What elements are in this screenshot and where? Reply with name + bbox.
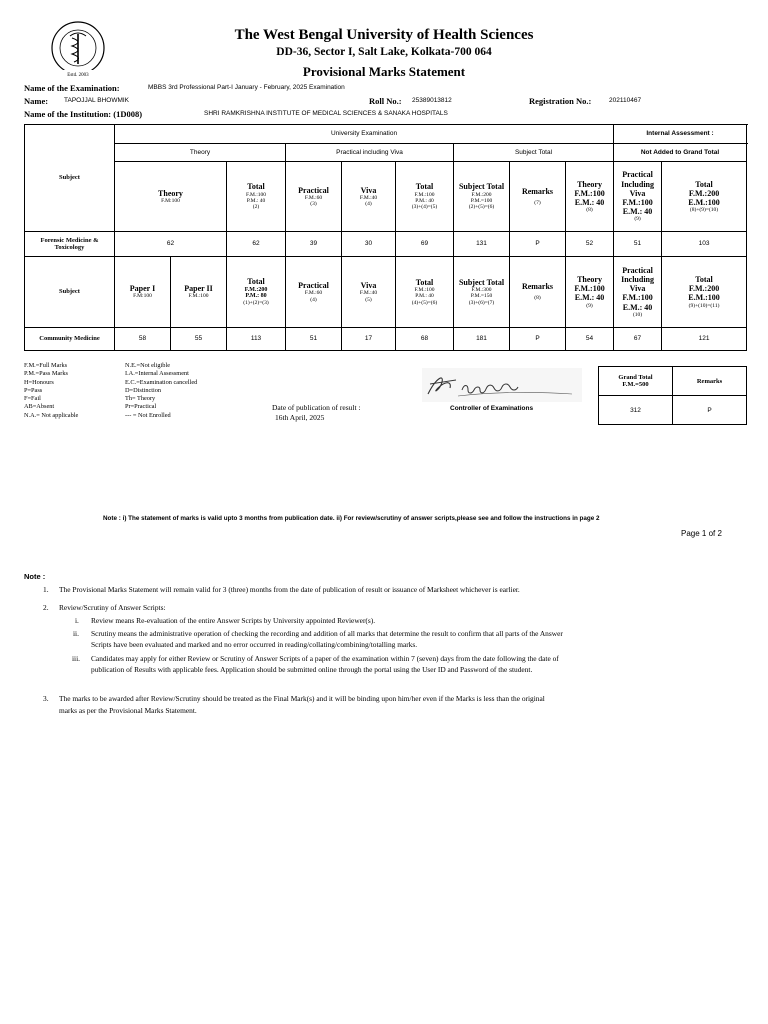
legend-item: E.C.=Examination cancelled [125,378,198,386]
grand-total-remarks-header: Remarks [673,367,747,396]
practical-mark: 51 [286,328,342,351]
remarks-value: P [510,328,566,351]
note-3-number: 3. [43,694,49,703]
note-1-number: 1. [43,585,49,594]
practical-total-mark: 69 [396,232,454,257]
table-row [25,328,747,351]
note-2-ii-text-1: Scrutiny means the administrative operation of checking the recording and addition of all marks that determine the result to confirm that all parts of the Answer [91,629,563,638]
university-exam-header: University Examination [115,125,614,144]
paper1-col-header: Paper I F.M:100 [115,257,171,328]
logo-estd-text: Estd. 2003 [67,73,89,78]
note-2-ii-text-2: Scripts have been evaluated and marked and no error occurred in reading/collating/combining/totalling marks. [91,640,418,649]
legend-item: F.M.=Full Marks [24,362,68,369]
legend-item: Pr=Practical [125,403,157,411]
legend-item: P.M.=Pass Marks [24,370,68,378]
name-label: Name: [24,96,49,106]
internal-assessment-header: Internal Assessment : [614,125,747,144]
subject-total-col-header-2: Subject Total F.M.:300 P.M.=150 (3)+(6)=(7) [454,257,510,328]
marks-table [24,124,747,351]
roll-value: 25389013812 [412,97,452,104]
paper1-mark: 58 [115,328,171,351]
legend-item: --- = Not Enrolled [125,411,171,419]
legend-item: D=Distinction [125,386,162,394]
practical-total-col-header-2: Total F.M.:100 P.M.: 40 (4)+(5)=(6) [396,257,454,328]
theory-total-mark: 113 [227,328,286,351]
legend-item: I.A.=Internal Assessment [125,370,189,378]
viva-col-header: Viva F.M.:40 (4) [342,162,396,232]
subject-header-2: Subject [25,257,115,328]
subject-header: Subject [25,125,115,232]
practical-mark: 39 [286,232,342,257]
note-2-iii-text-2: publication of Results with applicable fees. Application should be submitted online through the portal using the User ID and Password of the student. [91,665,533,674]
name-value: TAPOJJAL BHOWMIK [64,97,130,104]
subject-total-col-header: Subject Total F.M.:200 P.M.=100 (2)+(5)=(6) [454,162,510,232]
theory-total-col-header-2: Total F.M.:200 P.M.: 80 (1)+(2)=(3) [227,257,286,328]
note-2-iii-number: iii. [72,654,81,663]
practical-total-col-header: Total F.M.:100 P.M.: 40 (3)+(4)=(5) [396,162,454,232]
ia-theory-col-header-2: Theory F.M.:100 E.M.: 40 (9) [566,257,614,328]
ia-theory-mark: 52 [566,232,614,257]
note-3-text-1: The marks to be awarded after Review/Scrutiny should be treated as the Final Mark(s) and it will be binding upon him/her even if the Marks is less than the original [59,694,545,703]
note-2-text: Review/Scrutiny of Answer Scripts: [59,603,166,612]
practical-col-header: Practical F.M.:60 (3) [286,162,342,232]
ia-total-col-header: Total F.M.:200 E.M.:100 (8)+(9)=(10) [662,162,747,232]
grand-total-table [598,366,747,425]
registration-value: 202110467 [609,97,642,104]
viva-mark: 30 [342,232,396,257]
theory-total-col-header: Total F.M.:100 P.M.: 40 (2) [227,162,286,232]
table-row [25,232,747,257]
roll-label: Roll No.: [369,96,402,106]
remarks-value: P [510,232,566,257]
grand-total-header: Grand Total F.M.=500 [599,367,673,396]
ia-total-mark: 103 [662,232,747,257]
legend-column-2 [125,362,197,420]
note-3-text-2: marks as per the Provisional Marks Statement. [59,706,197,715]
practical-viva-group-header: Practical including Viva [286,144,454,162]
institution-value: SHRI RAMKRISHNA INSTITUTE OF MEDICAL SCIENCES & SANAKA HOSPITALS [204,110,448,117]
subject-name: Community Medicine [25,328,115,351]
theory-col-header: Theory F.M:100 [115,162,227,232]
ia-practical-mark: 67 [614,328,662,351]
theory-group-header: Theory [115,144,286,162]
notes-heading: Note : [24,572,46,581]
legend-item: N.E.=Not eligible [125,362,170,369]
validity-note: Note : i) The statement of marks is valid upto 3 months from publication date. ii) For review/scrutiny of answer scripts,please see and follow the instructions in page 2 [103,515,600,522]
ia-theory-mark: 54 [566,328,614,351]
page-number: Page 1 of 2 [681,529,722,538]
ia-theory-col-header: Theory F.M.:100 E.M.: 40 (8) [566,162,614,232]
university-address: DD-36, Sector I, Salt Lake, Kolkata-700 064 [276,46,492,58]
note-2-i-number: i. [75,616,79,625]
ia-practical-mark: 51 [614,232,662,257]
controller-signature [422,368,582,402]
viva-mark: 17 [342,328,396,351]
exam-label: Name of the Examination: [24,83,120,93]
note-2-iii-text-1: Candidates may apply for either Review or Scrutiny of Answer Scripts of a paper of the examination within 7 (seven) days from the date following the date of [91,654,559,663]
note-1-text: The Provisional Marks Statement will remain valid for 3 (three) months from the date of publication of result or issuance of Marksheet whichever is earlier. [59,585,520,594]
note-2-i-text: Review means Re-evaluation of the entire Answer Scripts by University appointed Reviewer(s). [91,616,376,625]
theory-mark: 62 [115,232,227,257]
legend-item: P=Pass [24,386,43,394]
practical-total-mark: 68 [396,328,454,351]
paper2-mark: 55 [171,328,227,351]
university-name: The West Bengal University of Health Sciences [234,27,534,43]
remarks-col-header-2: Remarks (8) [510,257,566,328]
ia-total-col-header-2: Total F.M.:200 E.M.:100 (9)+(10)=(11) [662,257,747,328]
subject-total-group-header: Subject Total [454,144,614,162]
practical-col-header-2: Practical F.M.:60 (4) [286,257,342,328]
publication-label: Date of publication of result : [272,403,361,412]
subject-total-mark: 181 [454,328,510,351]
legend-item: N.A.= Not applicable [24,411,79,419]
ia-total-mark: 121 [662,328,747,351]
statement-title: Provisional Marks Statement [302,64,466,79]
legend-item: F=Fail [24,395,41,403]
paper2-col-header: Paper II F.M.:100 [171,257,227,328]
publication-date: 16th April, 2025 [275,413,325,422]
controller-label: Controller of Examinations [450,405,534,412]
subject-name: Forensic Medicine & Toxicology [25,232,115,257]
not-added-header: Not Added to Grand Total [614,144,747,162]
institution-label: Name of the Institution: (1D008) [24,109,143,119]
exam-value: MBBS 3rd Professional Part-I January - February, 2025 Examination [148,84,345,91]
legend-column-1 [24,362,78,420]
viva-col-header-2: Viva F.M.:40 (5) [342,257,396,328]
grand-total-remarks-value: P [673,396,747,425]
remarks-col-header: Remarks (7) [510,162,566,232]
theory-total-mark: 62 [227,232,286,257]
legend-item: Th= Theory [125,395,156,403]
registration-label: Registration No.: [529,96,592,106]
ia-practical-col-header: Practical Including Viva F.M.:100 E.M.: 40 (9) [614,162,662,232]
subject-total-mark: 131 [454,232,510,257]
legend-item: AB=Absent [24,403,55,411]
note-2-number: 2. [43,603,49,612]
grand-total-value: 312 [599,396,673,425]
legend-item: H=Honours [24,378,54,386]
ia-practical-col-header-2: Practical Including Viva F.M.:100 E.M.: 40 (10) [614,257,662,328]
note-2-ii-number: ii. [73,629,79,638]
